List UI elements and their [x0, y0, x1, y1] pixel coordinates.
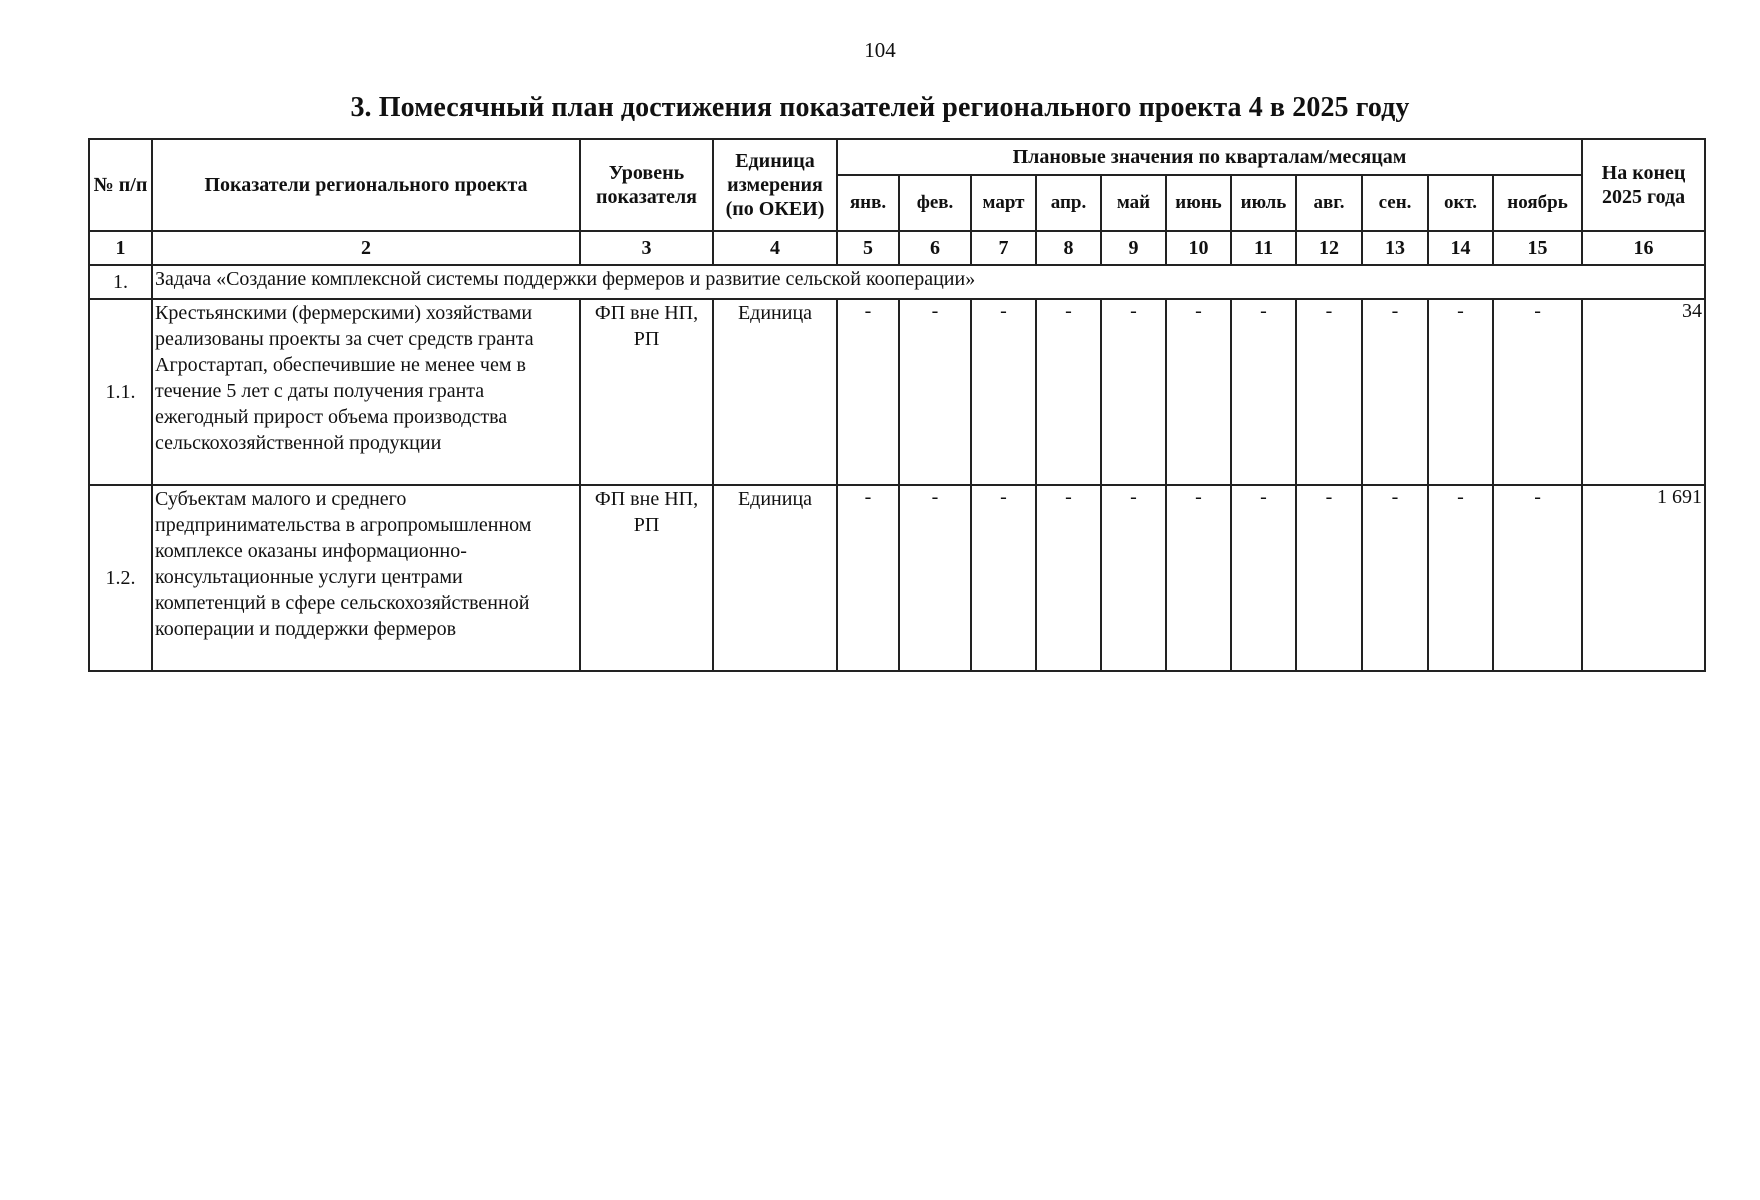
column-number: 7: [971, 231, 1036, 265]
column-number: 16: [1582, 231, 1705, 265]
monthly-plan-table: [88, 138, 1706, 672]
row-num: 1.2.: [89, 485, 152, 671]
row-month-value: -: [1166, 485, 1231, 671]
task-text: Задача «Создание комплексной системы поддержки фермеров и развитие сельской кооперации»: [152, 265, 1705, 299]
row-month-value: -: [1428, 299, 1493, 485]
column-number: 5: [837, 231, 899, 265]
row-month-value: -: [1493, 299, 1582, 485]
table-row: [89, 299, 1705, 485]
row-month-value: -: [899, 485, 971, 671]
row-month-value: -: [1493, 485, 1582, 671]
column-number: 11: [1231, 231, 1296, 265]
row-month-value: -: [1428, 485, 1493, 671]
column-number: 2: [152, 231, 580, 265]
header-unit: Единица измерения (по ОКЕИ): [713, 139, 837, 231]
column-number: 14: [1428, 231, 1493, 265]
row-month-value: -: [971, 485, 1036, 671]
row-month-value: -: [1296, 299, 1362, 485]
task-num: 1.: [89, 265, 152, 299]
row-month-value: -: [1166, 299, 1231, 485]
header-num: № п/п: [89, 139, 152, 231]
row-indicator: Субъектам малого и среднего предпринимательства в агропромышленном комплексе оказаны информационно-консультационные услуги центрами компетенций в сфере сельскохозяйственной кооперации и поддержки фермеров: [152, 485, 580, 671]
row-unit: Единица: [713, 299, 837, 485]
column-number: 1: [89, 231, 152, 265]
header-plan-group: Плановые значения по кварталам/месяцам: [837, 139, 1582, 175]
row-num: 1.1.: [89, 299, 152, 485]
row-month-value: -: [899, 299, 971, 485]
header-level: Уровень показателя: [580, 139, 713, 231]
header-month: май: [1101, 175, 1166, 231]
row-month-value: -: [1101, 299, 1166, 485]
header-month: июнь: [1166, 175, 1231, 231]
header-month: сен.: [1362, 175, 1428, 231]
row-month-value: -: [837, 299, 899, 485]
row-total: 34: [1582, 299, 1705, 485]
header-month: янв.: [837, 175, 899, 231]
task-row: [89, 265, 1705, 299]
header-month: авг.: [1296, 175, 1362, 231]
header-month: ноябрь: [1493, 175, 1582, 231]
header-month: фев.: [899, 175, 971, 231]
column-number: 10: [1166, 231, 1231, 265]
column-number: 8: [1036, 231, 1101, 265]
row-indicator: Крестьянскими (фермерскими) хозяйствами реализованы проекты за счет средств гранта Агростартап, обеспечившие не менее чем в течение 5 лет с даты получения гранта ежегодный прирост объема производства сельскохозяйственной продукции: [152, 299, 580, 485]
column-number: 6: [899, 231, 971, 265]
row-level: ФП вне НП, РП: [580, 299, 713, 485]
header-end-of-year: На конец 2025 года: [1582, 139, 1705, 231]
column-number: 9: [1101, 231, 1166, 265]
row-month-value: -: [1036, 299, 1101, 485]
column-number: 4: [713, 231, 837, 265]
row-month-value: -: [1101, 485, 1166, 671]
row-month-value: -: [1362, 299, 1428, 485]
row-month-value: -: [971, 299, 1036, 485]
header-month: апр.: [1036, 175, 1101, 231]
row-month-value: -: [1231, 299, 1296, 485]
row-month-value: -: [1231, 485, 1296, 671]
column-number: 3: [580, 231, 713, 265]
column-number: 12: [1296, 231, 1362, 265]
table-row: [89, 485, 1705, 671]
header-month: окт.: [1428, 175, 1493, 231]
page-title: 3. Помесячный план достижения показателей регионального проекта 4 в 2025 году: [350, 92, 1410, 123]
header-month: июль: [1231, 175, 1296, 231]
row-month-value: -: [1296, 485, 1362, 671]
page-number: 104: [864, 38, 896, 62]
row-month-value: -: [837, 485, 899, 671]
row-month-value: -: [1036, 485, 1101, 671]
header-month: март: [971, 175, 1036, 231]
header-indicator: Показатели регионального проекта: [152, 139, 580, 231]
column-number: 15: [1493, 231, 1582, 265]
row-total: 1 691: [1582, 485, 1705, 671]
column-number: 13: [1362, 231, 1428, 265]
row-month-value: -: [1362, 485, 1428, 671]
row-level: ФП вне НП, РП: [580, 485, 713, 671]
row-unit: Единица: [713, 485, 837, 671]
